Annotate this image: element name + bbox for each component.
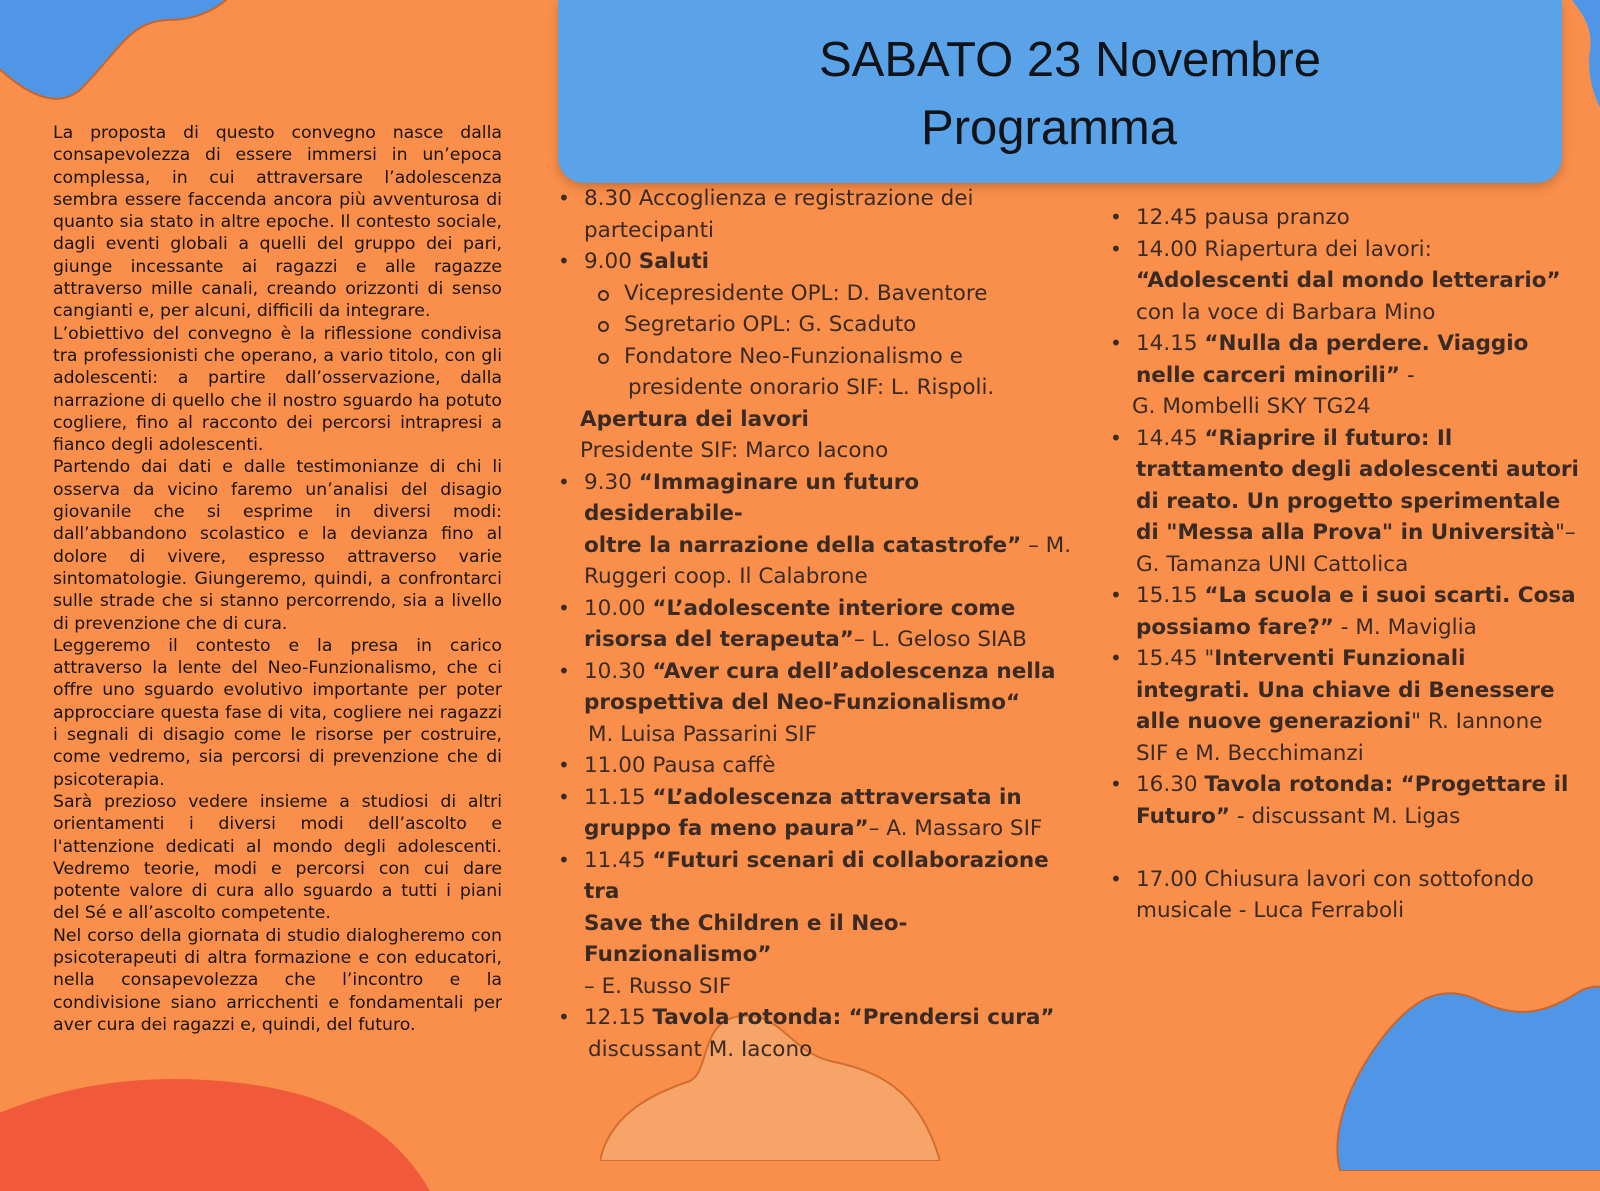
program-header [558, 0, 1562, 183]
item-text: Fondatore Neo-Funzionalismo e [624, 343, 963, 369]
header-date: SABATO 23 Novembre [818, 33, 1321, 87]
intro-paragraph: L’obiettivo del convegno è la riflessione condivisa tra professionisti che operano, a vario titolo, con gli adolescenti: a partire dall’osservazione, dalla narrazione di quello che il nostro sguardo ha potuto cogliere, fino al racconto dei percorsi intrapresi a fianco degli adolescenti. [53, 323, 502, 456]
item-speaker: – A. Massaro SIF [868, 816, 1043, 841]
decorative-blob-top-left [0, 0, 270, 120]
program-item: • 11.00 Pausa caffè [558, 750, 1078, 782]
item-time: 11.15 [584, 784, 653, 810]
item-speaker: – L. Geloso SIAB [853, 627, 1027, 652]
item-title: di "Messa alla Prova" in Università [1136, 520, 1556, 545]
program-item [1110, 328, 1580, 423]
item-title: “Aver cura dell’adolescenza nella [652, 658, 1056, 684]
item-speaker: – E. Russo SIF [584, 973, 732, 999]
intro-text [53, 122, 502, 1036]
item-time: 9.00 [584, 249, 639, 274]
item-speaker: M. Luisa Passarini SIF [588, 721, 817, 747]
intro-paragraph: Partendo dai dati e dalle testimonianze di chi li osserva da vicino faremo un’analisi del disagio giovanile che si esprime in diversi modi: dall’abbandono scolastico e la devianza fino al dolore di vivere, espresso attraverso varie sintomatologie. Giungeremo, quindi, a confrontarci sulle strade che si stanno percorrendo, sia a livello di prevenzione che di cura. [53, 457, 502, 634]
program-item [1110, 580, 1580, 643]
item-title: nelle carceri minorili” [1136, 362, 1401, 388]
program-item: • 12.45 pausa pranzo [1110, 202, 1580, 234]
intro-paragraph: La proposta di questo convegno nasce dalla consapevolezza di essere immersi in un’epoca complessa, in cui attraversare l’adolescenza sembra essere faccenda ancora più avventurosa di quanto sia stato in altre epoche. Il contesto sociale, dagli eventi globali a quelli del gruppo dei pari, giunge incessante ai ragazzi e alle ragazze attraverso mille canali, creando orizzonti di senso cangianti e, per alcuni, difficili da integrare. [53, 123, 502, 322]
item-speaker: con la voce di Barbara Mino [1136, 299, 1436, 325]
item-title: “Immaginare un futuro desiderabile- [584, 469, 920, 526]
item-title: Interventi Funzionali [1214, 646, 1466, 671]
program-item [1110, 234, 1580, 329]
opening-speaker: Presidente SIF: Marco Iacono [580, 438, 889, 463]
item-title: alle nuove generazioni [1136, 709, 1412, 734]
item-text: • 17.00 Chiusura lavori con sottofondo [1136, 866, 1534, 892]
item-text: "– [1555, 520, 1576, 545]
item-title: “L’adolescente interiore come [652, 595, 1016, 621]
item-title: Tavola rotonda: “Progettare il [1204, 772, 1569, 797]
item-title: Tavola rotonda: “Prendersi cura” [652, 1005, 1055, 1030]
program-column-afternoon [1110, 202, 1580, 927]
item-speaker: - [1400, 362, 1415, 388]
opening-title [558, 404, 1078, 436]
intro-paragraph: Leggeremo il contesto e la presa in carico attraverso la lente del Neo-Funzionalismo, che ci offre uno sguardo evolutivo importante per poter approcciare questa fase di vita, cogliere nei ragazzi i segnali di disagio come le risorse per costruire, come vedremo, sia percorsi di prevenzione che di psicoterapia. [53, 635, 502, 790]
item-time: 16.30 [1136, 772, 1205, 797]
item-title: risorsa del terapeuta” [584, 627, 854, 652]
program-item [558, 593, 1078, 656]
item-title: “Futuri scenari di collaborazione tra [584, 847, 1049, 904]
item-title: Apertura dei lavori [580, 406, 809, 432]
item-speaker: discussant M. Iacono [588, 1036, 813, 1062]
program-item [558, 656, 1078, 751]
program-item [1110, 643, 1580, 769]
item-time: 11.45 [584, 847, 653, 873]
spacer [1110, 832, 1580, 864]
item-title: “Adolescenti dal mondo letterario” [1136, 268, 1561, 293]
item-text: • 14.00 Riapertura dei lavori: [1136, 236, 1432, 262]
program-subitem: Segretario OPL: G. Scaduto [558, 309, 1078, 341]
item-title: Save the Children e il Neo-Funzionalismo” [584, 910, 908, 967]
item-title: di reato. Un progetto sperimentale [1136, 488, 1561, 514]
item-time: 14.45 [1136, 425, 1205, 451]
program-item [558, 782, 1078, 845]
program-item [558, 845, 1078, 1003]
item-speaker: SIF e M. Becchimanzi [1136, 740, 1364, 766]
item-speaker: - M. Maviglia [1333, 614, 1477, 640]
item-speaker: G. Tamanza UNI Cattolica [1136, 551, 1409, 577]
item-title: prospettiva del Neo-Funzionalismo“ [584, 690, 1021, 715]
item-speaker: - discussant M. Ligas [1230, 803, 1461, 829]
program-subitem [558, 341, 1078, 404]
item-time: 10.00 [584, 595, 653, 621]
program-column-morning [558, 183, 1078, 1065]
decorative-blob-bottom-right [1310, 961, 1600, 1171]
intro-paragraph: Nel corso della giornata di studio dialogheremo con psicoterapeuti di altra formazione e con educatori, nella consapevolezza che l’incontro e la condivisione siano arricchenti e fondamentali per aver cura dei ragazzi e, quindi, del futuro. [53, 925, 502, 1035]
item-title: “L’adolescenza attraversata in [652, 784, 1022, 810]
program-item [558, 183, 1078, 246]
program-item [558, 246, 1078, 278]
program-item [1110, 769, 1580, 832]
item-title: Futuro” [1136, 803, 1231, 829]
item-time: 10.30 [584, 658, 653, 684]
item-time: 15.45 " [1136, 646, 1215, 671]
program-subitem: Vicepresidente OPL: D. Baventore [558, 278, 1078, 310]
item-text: partecipanti [584, 217, 714, 243]
item-time: 14.15 [1136, 331, 1205, 356]
item-time: 9.30 [584, 469, 639, 495]
item-title: possiamo fare?” [1136, 614, 1334, 640]
item-title: “Riaprire il futuro: Il [1204, 425, 1453, 451]
item-title: integrati. Una chiave di Benessere [1136, 677, 1555, 703]
item-time: 15.15 [1136, 583, 1205, 608]
program-item [558, 1002, 1078, 1065]
item-title: trattamento degli adolescenti autori [1136, 457, 1579, 482]
item-text: musicale - Luca Ferraboli [1136, 898, 1405, 923]
item-title: oltre la narrazione della catastrofe” [584, 532, 1022, 558]
item-title: “La scuola e i suoi scarti. Cosa [1204, 583, 1576, 608]
program-item [558, 467, 1078, 593]
header-title: Programma [921, 101, 1177, 155]
item-text: • 8.30 Accoglienza e registrazione dei [584, 186, 974, 211]
program-item [1110, 423, 1580, 581]
item-time: 12.15 [584, 1005, 653, 1030]
item-speaker: G. Mombelli SKY TG24 [1132, 394, 1371, 419]
item-speaker: Ruggeri coop. Il Calabrone [584, 564, 868, 589]
item-title: “Nulla da perdere. Viaggio [1204, 331, 1529, 356]
decorative-blob-bottom-left [0, 1041, 440, 1191]
item-speaker: – M. [1021, 532, 1072, 558]
item-title: Saluti [638, 249, 710, 274]
intro-paragraph: Sarà prezioso vedere insieme a studiosi di altri orientamenti i diversi modi dell’ascolto e l'attenzione dedicati al mondo degli adolescenti. Vedremo teorie, modi e percorsi con cui dare potente valore di cura allo sguardo a tutti i piani del Sé e all’ascolto competente. [53, 791, 502, 924]
item-title: gruppo fa meno paura” [584, 816, 869, 841]
item-speaker: " R. Iannone [1411, 709, 1543, 734]
item-text: presidente onorario SIF: L. Rispoli. [628, 375, 995, 400]
program-item [1110, 864, 1580, 927]
